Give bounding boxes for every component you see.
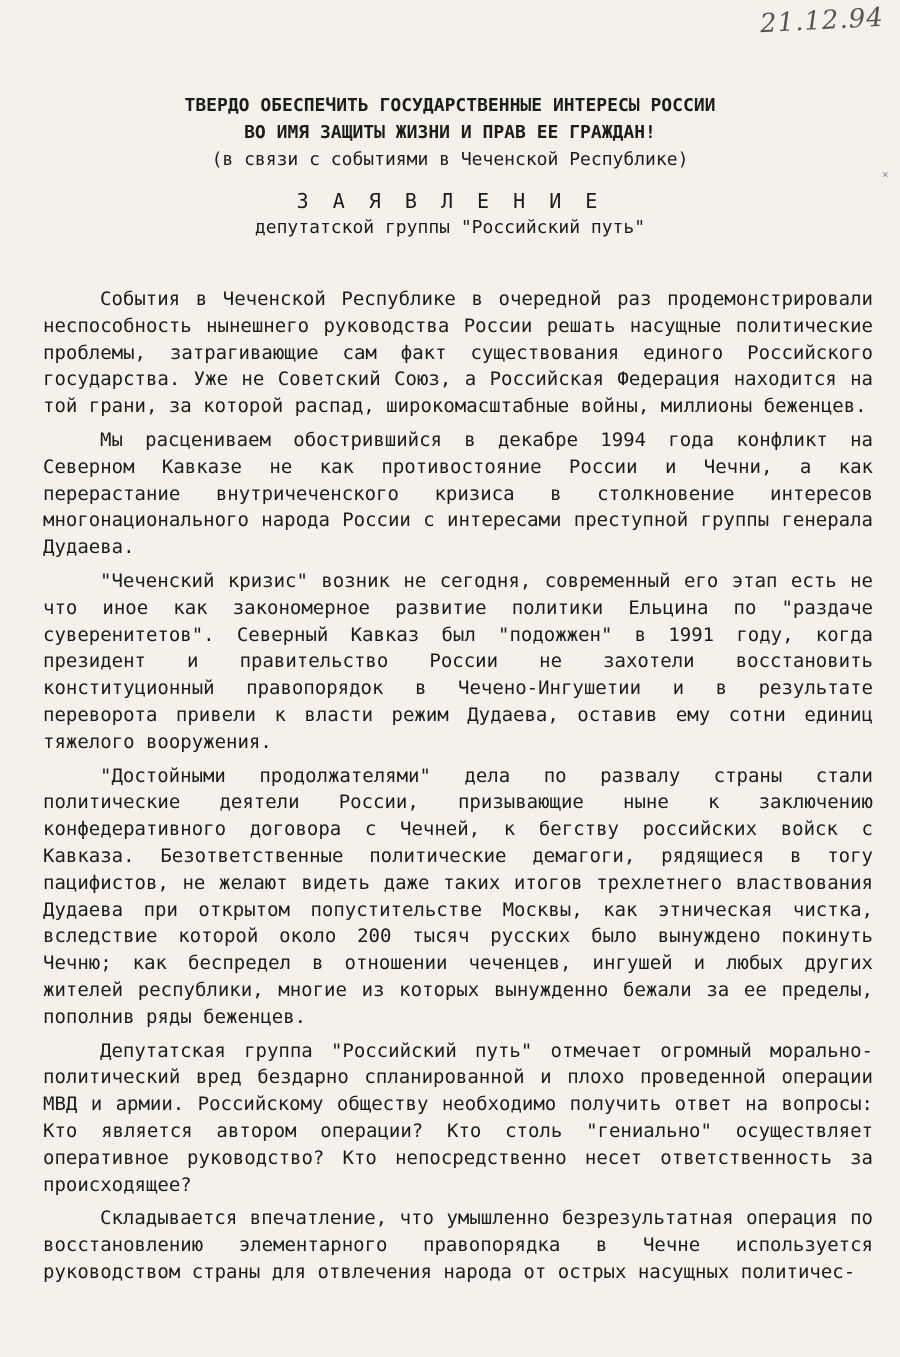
document-author: депутатской группы "Российский путь": [254, 217, 646, 238]
paragraph: Мы расцениваем обострившийся в декабре 1994 года конфликт на Северном Кавказе не как противостояние России и Чечни, а как перерастание внутричеченского кризиса в столкновение интересов многонационального народа России с интересами преступной группы генерала Дудаева.: [43, 428, 873, 559]
handwritten-date: 21.12.94: [759, 2, 885, 40]
headline-line-2: ВО ИМЯ ЗАЩИТЫ ЖИЗНИ И ПРАВ ЕЕ ГРАЖДАН!: [244, 122, 656, 143]
paragraph: События в Чеченской Республике в очередной раз продемонстрировали неспособность нынешнего руководства России решать насущные политические проблемы, затрагивающие сам факт существования единого Российского государства. Уже не Советский Союз, а Российская Федерация находится на той грани, за которой распад, широкомасштабные войны, миллионы беженцев.: [43, 288, 873, 418]
paragraph: "Чеченский кризис" возник не сегодня, современный его этап есть не что иное как закономерное развитие политики Ельцина по "раздаче суверенитетов". Северный Кавказ был "подожжен" в 1991 году, когда президент и правительство России не захотели восстановить конституционный правопорядок в Чечено-Ингушетии и в результате переворота привели к власти режим Дудаева, оставив ему сотни единиц тяжелого вооружения.: [43, 569, 873, 753]
paragraph: Депутатская группа "Российский путь" отмечает огромный морально-политический вред бездарно спланированной и плохо проведенной операции МВД и армии. Российскому обществу необходимо получить ответ на вопросы: Кто является автором операции? Кто столь "гениально" осуществляет оперативное руководство? Кто непосредственно несет ответственность за происходящее?: [43, 1039, 873, 1196]
document-header: [0, 92, 900, 241]
headline-subtitle: (в связи с событиями в Чеченской Республике): [211, 149, 689, 170]
margin-mark: ×: [882, 168, 889, 181]
headline-line-1: ТВЕРДО ОБЕСПЕЧИТЬ ГОСУДАРСТВЕННЫЕ ИНТЕРЕСЫ РОССИИ: [184, 95, 716, 116]
paragraph: "Достойными продолжателями" дела по развалу страны стали политические деятели России, призывающие ныне к заключению конфедеративного договора с Чечней, к бегству российских войск с Кавказа. Безответственные политические демагоги, рядящиеся в тогу пацифистов, не желают видеть даже таких итогов трехлетнего властвования Дудаева при открытом попустительстве Москвы, как этническая чистка, вследствие которой около 200 тысяч русских было вынуждено покинуть Чечню; как беспредел в отношении чеченцев, ингушей и любых других жителей республики, многие из которых вынужденно бежали за ее пределы, пополнив ряды беженцев.: [43, 764, 873, 1028]
document-body: [43, 286, 873, 1293]
document-type: З А Я В Л Е Н И Е: [296, 189, 604, 213]
paragraph: Складывается впечатление, что умышленно безрезультатная операция по восстановлению элементарного правопорядка в Чечне используется руководством страны для отвлечения народа от острых насущных политичес-: [43, 1207, 873, 1283]
